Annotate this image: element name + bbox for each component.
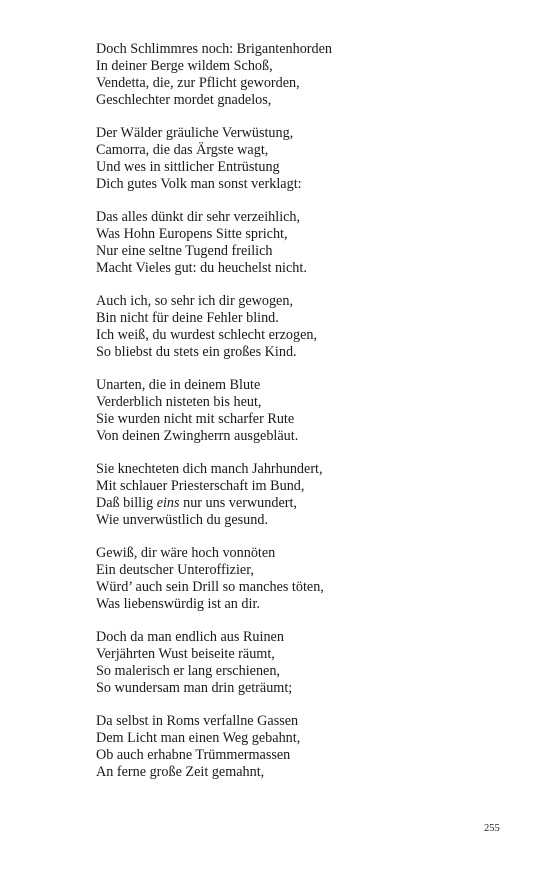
verse-line: Auch ich, so sehr ich dir gewogen,	[96, 293, 293, 309]
verse-line: Geschlechter mordet gnadelos,	[96, 92, 272, 108]
verse-line: Macht Vieles gut: du heuchelst nicht.	[96, 260, 307, 276]
stanza	[96, 545, 516, 613]
verse-line: Das alles dünkt dir sehr verzeihlich,	[96, 209, 301, 225]
verse-line: Ob auch erhabne Trümmermassen	[96, 747, 291, 763]
verse-line	[96, 495, 516, 512]
verse-line: Dich gutes Volk man sonst verklagt:	[96, 176, 302, 192]
stanza	[96, 629, 516, 697]
verse-line: Von deinen Zwingherrn ausgebläut.	[96, 428, 299, 444]
page-number: 255	[484, 823, 500, 834]
verse-line: So wundersam man drin geträumt;	[96, 680, 293, 696]
stanza	[96, 713, 516, 781]
verse-line: Sie knechteten dich manch Jahrhundert,	[96, 461, 323, 477]
verse-line: Sie wurden nicht mit scharfer Rute	[96, 411, 295, 427]
verse-line: Vendetta, die, zur Pflicht geworden,	[96, 75, 300, 91]
stanza	[96, 293, 516, 361]
verse-line: Camorra, die das Ärgste wagt,	[96, 142, 269, 158]
stanza	[96, 209, 516, 277]
verse-line: Dem Licht man einen Weg gebahnt,	[96, 730, 301, 746]
verse-line: Der Wälder gräuliche Verwüstung,	[96, 125, 294, 141]
verse-line: Da selbst in Roms verfallne Gassen	[96, 713, 299, 729]
verse-line: Mit schlauer Priesterschaft im Bund,	[96, 478, 305, 494]
stanza	[96, 125, 516, 193]
verse-line: Was Hohn Europens Sitte spricht,	[96, 226, 288, 242]
verse-line: Unarten, die in deinem Blute	[96, 377, 261, 393]
verse-line: Ein deutscher Unteroffizier,	[96, 562, 254, 578]
verse-line: Nur eine seltne Tugend freilich	[96, 243, 273, 259]
verse-line: So malerisch er lang erschienen,	[96, 663, 280, 679]
verse-line: Und wes in sittlicher Entrüstung	[96, 159, 280, 175]
verse-line: Ich weiß, du wurdest schlecht erzogen,	[96, 327, 318, 343]
verse-line: So bliebst du stets ein großes Kind.	[96, 344, 297, 360]
verse-line: An ferne große Zeit gemahnt,	[96, 764, 265, 780]
verse-line: Wie unverwüstlich du gesund.	[96, 512, 269, 528]
poem-body	[96, 41, 516, 797]
verse-line: In deiner Berge wildem Schoß,	[96, 58, 273, 74]
verse-line-text: nur uns verwundert,	[179, 495, 297, 511]
verse-line: Was liebenswürdig ist an dir.	[96, 596, 260, 612]
stanza	[96, 41, 516, 109]
verse-line: Verjährten Wust beiseite räumt,	[96, 646, 275, 662]
verse-line: Verderblich nisteten bis heut,	[96, 394, 262, 410]
verse-line: Gewiß, dir wäre hoch vonnöten	[96, 545, 276, 561]
stanza	[96, 377, 516, 445]
verse-line: Würd’ auch sein Drill so manches töten,	[96, 579, 324, 595]
verse-line: Bin nicht für deine Fehler blind.	[96, 310, 279, 326]
verse-line-text: Daß billig	[96, 495, 157, 511]
verse-line: Doch Schlimmres noch: Brigantenhorden	[96, 41, 333, 57]
emphasized-word: eins	[156, 495, 180, 511]
stanza	[96, 461, 516, 529]
verse-line: Doch da man endlich aus Ruinen	[96, 629, 284, 645]
